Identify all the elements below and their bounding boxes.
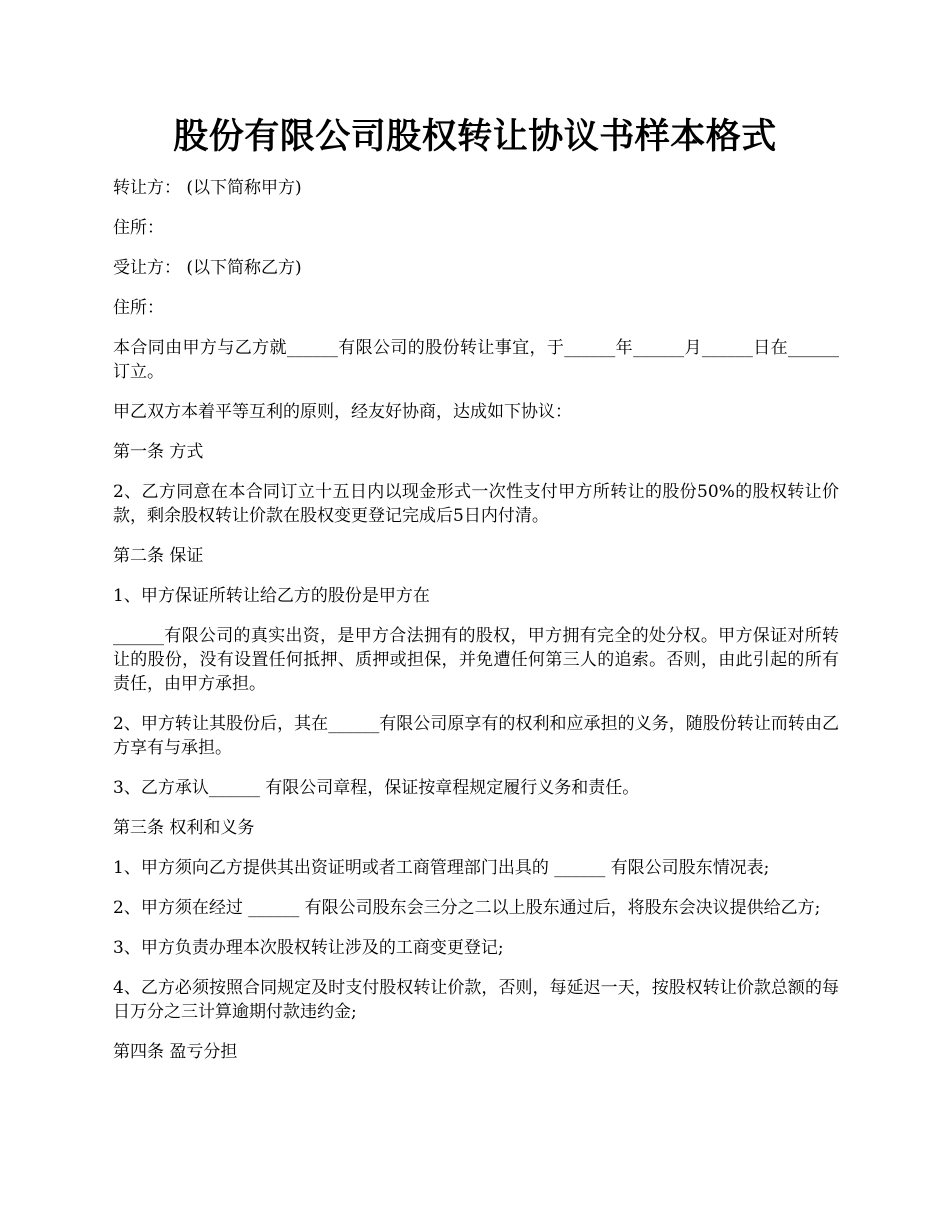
article-1-clause-2: 2、乙方同意在本合同订立十五日内以现金形式一次性支付甲方所转让的股份50%的股权转让价款，剩余股权转让价款在股权变更登记完成后5日内付清。 <box>113 482 839 526</box>
party-b-address: 住所： <box>113 298 164 318</box>
article-2-clause-1: 1、甲方保证所转让给乙方的股份是甲方在 <box>113 586 430 606</box>
agreement-intro: 甲乙双方本着平等互利的原则，经友好协商，达成如下协议： <box>113 402 572 422</box>
party-a-line: 转让方： (以下简称甲方) <box>113 178 302 198</box>
article-2-heading: 第二条 保证 <box>113 546 204 566</box>
article-3-clause-3: 3、甲方负责办理本次股权转让涉及的工商变更登记; <box>113 938 504 958</box>
article-4-heading: 第四条 盈亏分担 <box>113 1042 238 1062</box>
article-1-heading: 第一条 方式 <box>113 442 204 462</box>
article-3-clause-1: 1、甲方须向乙方提供其出资证明或者工商管理部门出具的 ______ 有限公司股东情况表; <box>113 858 770 878</box>
article-2-clause-1-continued: ______有限公司的真实出资，是甲方合法拥有的股权，甲方拥有完全的处分权。甲方保证对所转让的股份，没有设置任何抵押、质押或担保，并免遭任何第三人的追索。否则，由此引起的所有责任，由甲方承担。 <box>113 626 839 694</box>
party-a-address: 住所： <box>113 218 164 238</box>
article-2-clause-3: 3、乙方承认______ 有限公司章程，保证按章程规定履行义务和责任。 <box>113 778 640 798</box>
document-title: 股份有限公司股权转让协议书样本格式 <box>173 116 777 157</box>
document-body <box>113 176 839 1080</box>
article-3-clause-2: 2、甲方须在经过 ______ 有限公司股东会三分之二以上股东通过后，将股东会决议提供给乙方; <box>113 898 821 918</box>
article-3-heading: 第三条 权利和义务 <box>113 818 255 838</box>
party-b-line: 受让方： (以下简称乙方) <box>113 258 302 278</box>
article-3-clause-4: 4、乙方必须按照合同规定及时支付股权转让价款，否则，每延迟一天，按股权转让价款总额的每日万分之三计算逾期付款违约金; <box>113 978 839 1022</box>
article-2-clause-2: 2、甲方转让其股份后，其在______有限公司原享有的权利和应承担的义务，随股份转让而转由乙方享有与承担。 <box>113 714 839 758</box>
contract-preamble: 本合同由甲方与乙方就______有限公司的股份转让事宜，于______年______月______日在______订立。 <box>113 338 839 382</box>
